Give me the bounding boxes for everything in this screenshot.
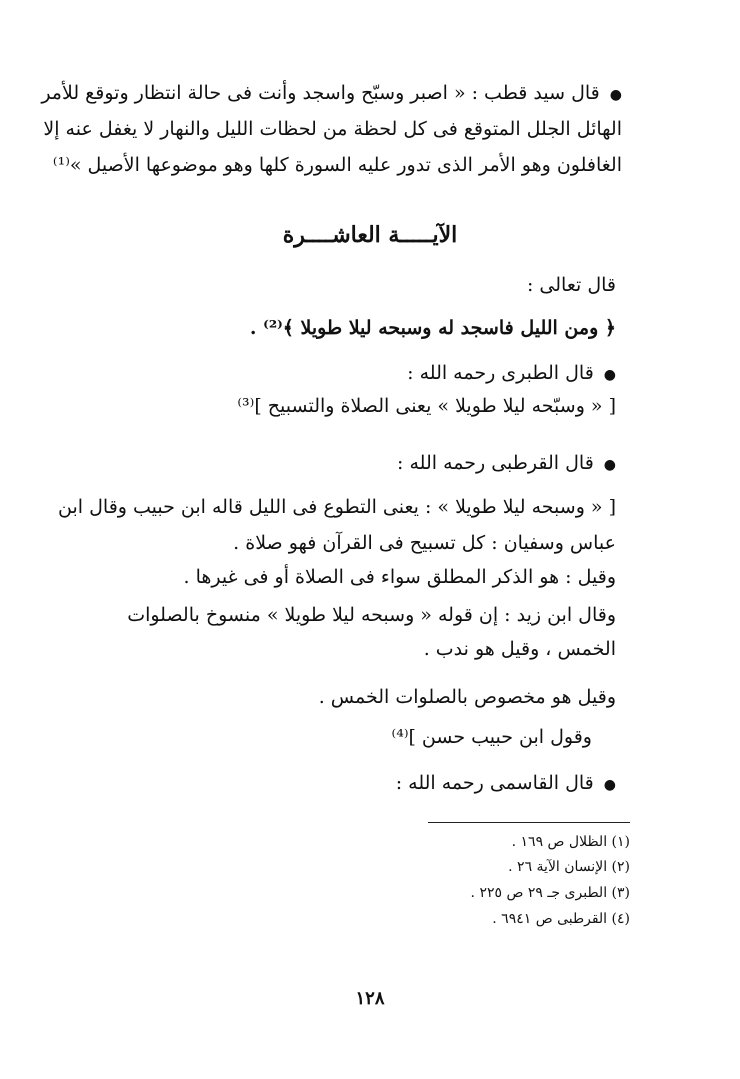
text-line (41, 80, 622, 108)
line-text: قال سيد قطب : « اصبر وسبّح واسجد وأنت فى حالة انتظار وتوقع للأمر (41, 82, 600, 104)
line-text: عباس وسفيان : كل تسبيح فى القرآن فهو صلاة . (233, 532, 616, 554)
line-text: قال تعالى : (526, 274, 616, 296)
text-line (424, 636, 616, 662)
section-heading: الآيـــــة العاشــــرة (282, 222, 458, 248)
text-line (184, 564, 616, 590)
line-text: قال القرطبى رحمه الله : (397, 452, 594, 474)
text-line (396, 770, 616, 798)
text-line (53, 152, 622, 178)
text-line (237, 393, 616, 419)
bullet-icon: ● (603, 367, 616, 383)
footnote: (٤) القرطبى ص ٦٩٤١ . (492, 911, 630, 927)
line-text: الخمس ، وقيل هو ندب . (423, 638, 616, 660)
line-text: قال الطبرى رحمه الله : (407, 362, 594, 384)
text-line (233, 530, 616, 556)
bullet-icon: ● (609, 87, 622, 103)
text-line (392, 724, 592, 750)
line-text: [ « وسبحه ليلا طويلا » : يعنى التطوع فى الليل قاله ابن حبيب وقال ابن (58, 496, 616, 518)
text-line (527, 272, 616, 298)
text-line (407, 360, 616, 388)
line-text: وقول ابن حبيب حسن ]⁽⁴⁾ (391, 726, 592, 748)
line-text: ﴿ ومن الليل فاسجد له وسبحه ليلا طويلا ﴾⁽²⁾ . (249, 317, 616, 339)
line-text: [ « وسبّحه ليلا طويلا » يعنى الصلاة والتسبيح ]⁽³⁾ (237, 395, 616, 417)
footnote-divider (428, 822, 630, 823)
footnote: (١) الظلال ص ١٦٩ . (511, 834, 630, 850)
bullet-icon: ● (603, 777, 616, 793)
line-text: الغافلون وهو الأمر الذى تدور عليه السورة كلها وهو موضوعها الأصيل »⁽¹⁾ (52, 154, 622, 176)
quran-verse (250, 315, 616, 341)
text-line (43, 116, 622, 142)
footnote: (٢) الإنسان الآية ٢٦ . (508, 859, 630, 875)
line-text: وقال ابن زيد : إن قوله « وسبحه ليلا طويلا » منسوخ بالصلوات (127, 604, 616, 626)
line-text: الهائل الجلل المتوقع فى كل لحظة من لحظات الليل والنهار لا يغفل عنه إلا (43, 118, 622, 140)
page-number: ١٢٨ (355, 988, 385, 1009)
text-line (319, 684, 616, 710)
footnote: (٣) الطبرى جـ ٢٩ ص ٢٢٥ . (470, 885, 630, 901)
text-line (397, 450, 616, 478)
line-text: وقيل هو مخصوص بالصلوات الخمس . (318, 686, 616, 708)
text-line (127, 602, 616, 628)
text-line (58, 494, 616, 520)
bullet-icon: ● (603, 457, 616, 473)
line-text: قال القاسمى رحمه الله : (395, 772, 594, 794)
line-text: وقيل : هو الذكر المطلق سواء فى الصلاة أو فى غيرها . (183, 566, 616, 588)
